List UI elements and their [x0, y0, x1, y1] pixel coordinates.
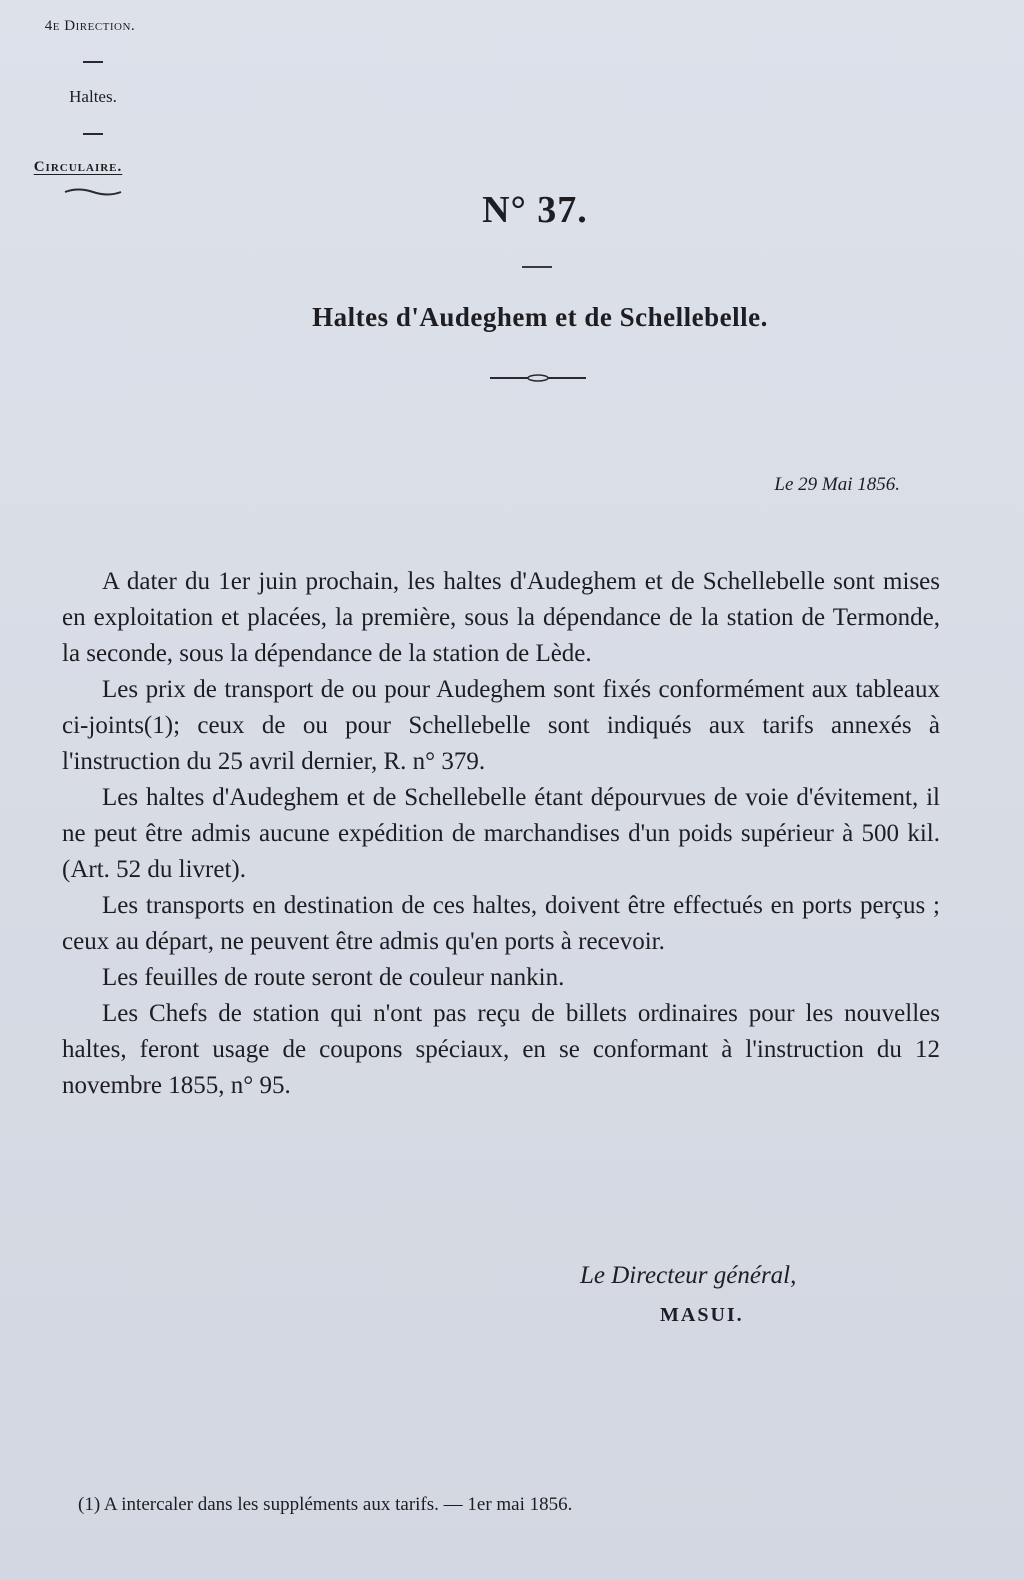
signature-block [520, 1262, 920, 1327]
signature-name: MASUI. [660, 1304, 744, 1326]
body-text [62, 564, 940, 1104]
footnote: (1) A intercaler dans les suppléments aux tarifs. — 1er mai 1856. [78, 1494, 573, 1515]
paragraph: Les prix de transport de ou pour Audeghem sont fixés conformément aux tableaux ci-joints(1); ceux de ou pour Schellebelle sont indiqués aux tarifs annexés à l'instruction du 25 avril dernier, R. n° 379. [62, 676, 940, 775]
title-divider [522, 266, 552, 268]
signature-title: Le Directeur général, [580, 1262, 797, 1289]
margin-dash [83, 133, 103, 135]
circular-number: N° 37. [482, 189, 588, 231]
margin-direction: 4e Direction. [44, 18, 136, 34]
margin-type: Circulaire. [33, 159, 123, 175]
paragraph: Les haltes d'Audeghem et de Schellebelle étant dépourvues de voie d'évitement, il ne peut être admis aucune expédition de marchandises d'un poids supérieur à 500 kil. (Art. 52 du livret). [62, 784, 940, 883]
paragraph: Les Chefs de station qui n'ont pas reçu de billets ordinaires pour les nouvelles haltes, feront usage de coupons spéciaux, en se conformant à l'instruction du 12 novembre 1855, n° 95. [62, 1000, 940, 1099]
margin-notes [18, 18, 168, 202]
paragraph: Les feuilles de route seront de couleur nankin. [102, 964, 565, 991]
paragraph: Les transports en destination de ces haltes, doivent être effectués en ports perçus ; ceux au départ, ne peuvent être admis qu'en ports à recevoir. [62, 892, 940, 955]
ornament-rule [488, 372, 588, 384]
margin-section: Haltes. [69, 87, 117, 106]
page-title: Haltes d'Audeghem et de Schellebelle. [312, 302, 768, 332]
date-line: Le 29 Mai 1856. [774, 474, 900, 495]
paragraph: A dater du 1er juin prochain, les haltes d'Audeghem et de Schellebelle sont mises en exploitation et placées, la première, sous la dépendance de la station de Termonde, la seconde, sous la dépendance de la station de Lède. [62, 568, 940, 667]
margin-dash [83, 61, 103, 63]
